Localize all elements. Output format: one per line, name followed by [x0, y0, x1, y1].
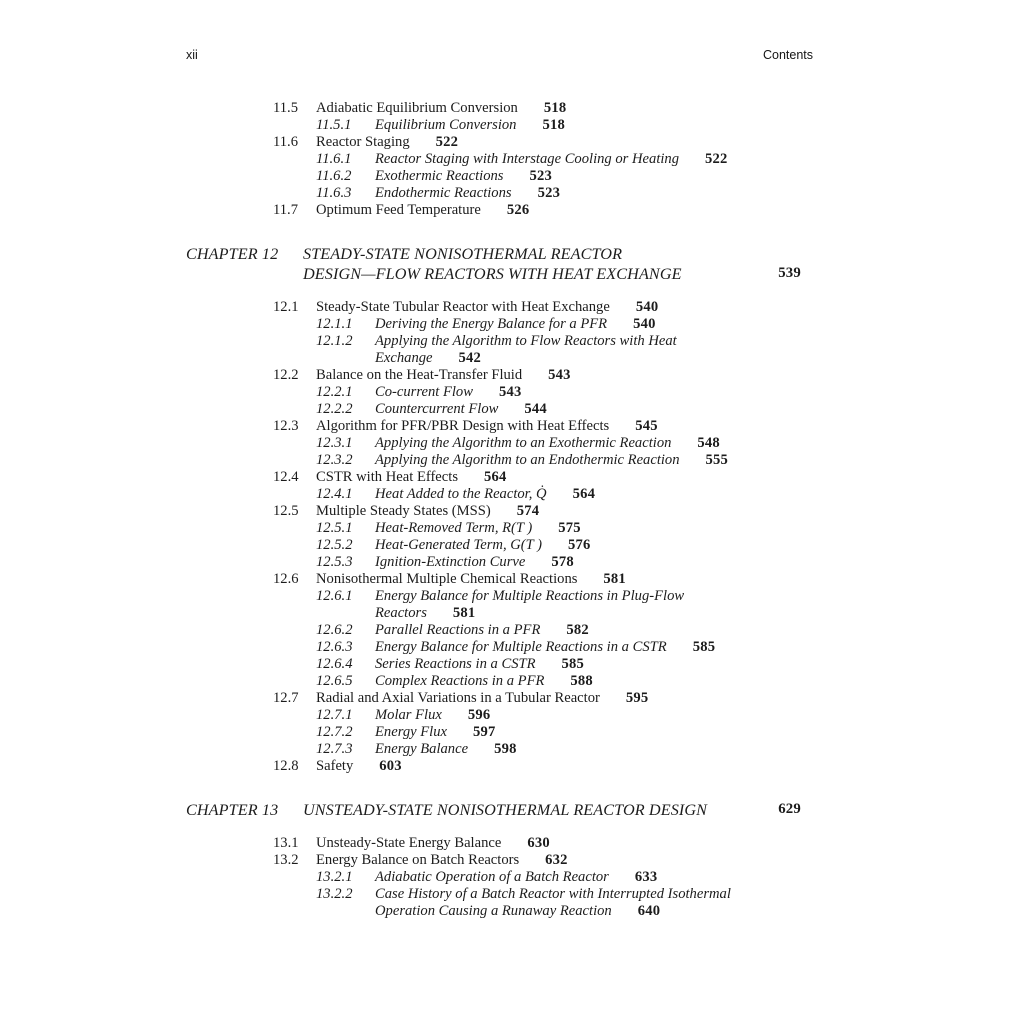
page-number: 543: [548, 367, 571, 383]
toc-entry-row: [316, 554, 813, 571]
section-number: 12.5.3: [316, 554, 353, 570]
section-title: [316, 758, 813, 775]
section-title-line: [316, 367, 813, 384]
section-title: [375, 486, 813, 503]
section-title-line: [375, 151, 813, 168]
toc-entry-row: [316, 639, 813, 656]
section-title: [375, 185, 813, 202]
page-number: 555: [705, 452, 729, 468]
page-number: 523: [537, 185, 561, 201]
section-number: 12.2: [273, 367, 299, 383]
page-number: 585: [561, 656, 585, 672]
section-title-text: Complex Reactions in a PFR: [375, 673, 545, 689]
section-number: 12.3: [273, 418, 299, 434]
section-title-line: [316, 299, 813, 316]
toc-section: [273, 299, 813, 775]
page-number: 630: [527, 835, 550, 851]
section-title-line: [375, 333, 813, 350]
toc-section: [273, 100, 813, 219]
section-title-text: Multiple Steady States (MSS): [316, 503, 491, 519]
toc-entry-row: [273, 835, 813, 852]
toc-entry-row: [316, 185, 813, 202]
section-title-text: Energy Balance: [375, 741, 469, 757]
section-title-text: Energy Balance on Batch Reactors: [316, 852, 520, 868]
chapter-title-line: DESIGN—FLOW REACTORS WITH HEAT EXCHANGE: [303, 265, 682, 283]
section-title-text: Steady-State Tubular Reactor with Heat Exchange: [316, 299, 610, 315]
section-number: 12.1.2: [316, 333, 353, 349]
section-number: 12.5.1: [316, 520, 353, 536]
page-number: 518: [543, 100, 567, 116]
page-number: 581: [452, 605, 476, 621]
section-title-text: Algorithm for PFR/PBR Design with Heat Effects: [316, 418, 610, 434]
chapter-label: CHAPTER 12: [186, 245, 279, 263]
section-number: 12.1.1: [316, 316, 353, 332]
section-title-text: Applying the Algorithm to an Exothermic Reaction: [375, 435, 672, 451]
section-title: [375, 117, 813, 134]
section-title: [316, 100, 813, 117]
section-title: [375, 401, 813, 418]
toc-entry-row: [273, 367, 813, 384]
section-title-line: [316, 100, 813, 117]
section-title-text: Energy Flux: [375, 724, 447, 740]
header-page-label: xii: [186, 48, 198, 62]
section-title: [316, 418, 813, 435]
section-title: [375, 707, 813, 724]
toc-entry-row: [316, 622, 813, 639]
section-title-text: Reactor Staging: [316, 134, 410, 150]
section-title-text: Series Reactions in a CSTR: [375, 656, 536, 672]
page-number: 588: [570, 673, 593, 689]
section-number: 12.5.2: [316, 537, 353, 553]
section-title-line: [375, 886, 813, 903]
section-title-text: Countercurrent Flow: [375, 401, 499, 417]
section-number: 12.4: [273, 469, 299, 485]
toc-entry-row: [316, 724, 813, 741]
section-title-line: [375, 622, 813, 639]
page-number: 544: [524, 401, 547, 417]
section-title: [375, 554, 813, 571]
page-number: 543: [498, 384, 522, 400]
toc-entry-row: [316, 168, 813, 185]
section-title-text: Co-current Flow: [375, 384, 473, 400]
section-title-line: [375, 384, 813, 401]
toc-entry-row: [273, 758, 813, 775]
section-number: 11.6.1: [316, 151, 352, 167]
toc-entry-row: [273, 134, 813, 151]
toc-entry-row: [273, 852, 813, 869]
section-title: [375, 168, 813, 185]
toc-entry-row: [273, 202, 813, 219]
toc-entry-row: [316, 401, 813, 418]
section-number: 12.6.1: [316, 588, 353, 604]
toc-entry-row: [273, 299, 813, 316]
section-title: [375, 741, 813, 758]
section-title: [316, 367, 813, 384]
section-title: [375, 588, 813, 622]
toc-entry-row: [316, 333, 813, 367]
section-title: [375, 520, 813, 537]
section-title-line: [375, 435, 813, 452]
toc-entry-row: [273, 418, 813, 435]
section-number: 12.2.1: [316, 384, 353, 400]
section-number: 11.6.2: [316, 168, 352, 184]
section-title: [375, 869, 813, 886]
section-title-line: [375, 639, 813, 656]
section-number: 11.6.3: [316, 185, 352, 201]
section-title: [375, 537, 813, 554]
section-title-line: [375, 486, 813, 503]
section-title-line: [316, 571, 813, 588]
section-title-text: Energy Balance for Multiple Reactions in a CSTR: [375, 639, 667, 655]
section-title: [375, 151, 813, 168]
toc-entry-row: [316, 316, 813, 333]
toc-entry-row: [273, 503, 813, 520]
section-title-line: [316, 134, 813, 151]
section-title-line: [375, 520, 813, 537]
section-title: [316, 835, 813, 852]
chapter-title: [303, 244, 813, 284]
page-number: 597: [473, 724, 496, 740]
page-number: 540: [633, 316, 656, 332]
section-number: 11.7: [273, 202, 298, 218]
chapter-page-number: 539: [778, 265, 801, 281]
section-title-text: Heat Added to the Reactor, Q̇: [375, 486, 547, 502]
section-title-line: [316, 758, 813, 775]
section-title-line: [316, 835, 813, 852]
section-title: [316, 690, 813, 707]
page-number: 598: [494, 741, 517, 757]
section-title: [316, 299, 813, 316]
section-title: [375, 316, 813, 333]
section-number: 11.6: [273, 134, 298, 150]
section-title: [375, 333, 813, 367]
section-number: 12.6.2: [316, 622, 353, 638]
toc-entry-row: [316, 588, 813, 622]
page-number: 633: [634, 869, 658, 885]
section-title-line: [375, 185, 813, 202]
section-title-text: Heat-Removed Term, R(T ): [375, 520, 533, 536]
chapter-label: CHAPTER 13: [186, 801, 279, 819]
section-title-line: [316, 503, 813, 520]
chapter-title: [303, 800, 813, 820]
page-number: 523: [529, 168, 552, 184]
section-title-text: Exchange: [375, 350, 433, 366]
page-number: 576: [568, 537, 591, 553]
page-number: 578: [551, 554, 574, 570]
section-title-text: Exothermic Reactions: [375, 168, 504, 184]
section-title: [375, 639, 813, 656]
chapter-page-number: 629: [778, 801, 801, 817]
section-number: 12.2.2: [316, 401, 353, 417]
section-number: 12.1: [273, 299, 299, 315]
chapter-title-line: STEADY-STATE NONISOTHERMAL REACTOR: [303, 245, 623, 263]
section-title-text: Balance on the Heat-Transfer Fluid: [316, 367, 523, 383]
toc-entry-row: [316, 486, 813, 503]
page-number: 522: [435, 134, 459, 150]
section-title: [316, 571, 813, 588]
toc-entry-row: [316, 673, 813, 690]
section-title-line: [375, 605, 813, 622]
section-number: 12.5: [273, 503, 299, 519]
toc-entry-row: [316, 520, 813, 537]
section-title-text: Operation Causing a Runaway Reaction: [375, 903, 612, 919]
section-title-text: Nonisothermal Multiple Chemical Reactions: [316, 571, 578, 587]
section-title-line: [375, 656, 813, 673]
section-title-line: [375, 117, 813, 134]
section-title-text: Parallel Reactions in a PFR: [375, 622, 541, 638]
page-number: 518: [542, 117, 565, 133]
chapter-title-line: UNSTEADY-STATE NONISOTHERMAL REACTOR DESIGN: [303, 801, 708, 819]
section-title-line: [375, 869, 813, 886]
section-title-text: Adiabatic Operation of a Batch Reactor: [375, 869, 609, 885]
section-title-text: Endothermic Reactions: [375, 185, 512, 201]
section-number: 12.3.2: [316, 452, 353, 468]
chapter-heading: [186, 244, 813, 284]
section-title-line: [375, 903, 813, 920]
page-number: 595: [625, 690, 649, 706]
section-title-line: [375, 673, 813, 690]
section-title-text: Case History of a Batch Reactor with Interrupted Isothermal: [375, 886, 731, 902]
section-title: [375, 384, 813, 401]
section-title-line: [375, 316, 813, 333]
section-title-text: Safety: [316, 758, 354, 774]
section-number: 11.5: [273, 100, 298, 116]
section-title-line: [316, 202, 813, 219]
chapter-heading: [186, 800, 813, 820]
page-number: 564: [484, 469, 507, 485]
page-number: 603: [379, 758, 402, 774]
section-number: 12.8: [273, 758, 299, 774]
toc-entry-row: [316, 741, 813, 758]
section-title-line: [375, 350, 813, 367]
section-title: [375, 673, 813, 690]
toc-entry-row: [316, 869, 813, 886]
page-number: 548: [697, 435, 720, 451]
toc-entry-row: [273, 469, 813, 486]
page-number: 575: [558, 520, 581, 536]
section-number: 12.6: [273, 571, 299, 587]
toc-entry-row: [316, 707, 813, 724]
section-title-line: [375, 588, 813, 605]
section-title-text: Applying the Algorithm to Flow Reactors with Heat: [375, 333, 677, 349]
toc-entry-row: [273, 690, 813, 707]
page-number: 640: [637, 903, 661, 919]
section-number: 13.2.1: [316, 869, 353, 885]
section-title: [375, 435, 813, 452]
section-title-text: Deriving the Energy Balance for a PFR: [375, 316, 608, 332]
section-title: [316, 469, 813, 486]
section-title-text: CSTR with Heat Effects: [316, 469, 458, 485]
page-number: 585: [692, 639, 716, 655]
section-number: 12.7: [273, 690, 299, 706]
page-number: 542: [458, 350, 482, 366]
section-title-text: Ignition-Extinction Curve: [375, 554, 526, 570]
toc-entry-row: [316, 117, 813, 134]
section-title-text: Optimum Feed Temperature: [316, 202, 481, 218]
toc-entry-row: [316, 537, 813, 554]
toc-entry-row: [316, 384, 813, 401]
section-title-text: Unsteady-State Energy Balance: [316, 835, 502, 851]
section-title: [375, 656, 813, 673]
section-title: [375, 622, 813, 639]
section-title-line: [316, 469, 813, 486]
section-title-line: [316, 418, 813, 435]
section-number: 12.3.1: [316, 435, 353, 451]
section-title-text: Applying the Algorithm to an Endothermic Reaction: [375, 452, 680, 468]
toc-entry-row: [316, 656, 813, 673]
section-title-line: [375, 707, 813, 724]
section-number: 12.6.3: [316, 639, 353, 655]
section-number: 11.5.1: [316, 117, 352, 133]
section-title-text: Adiabatic Equilibrium Conversion: [316, 100, 518, 116]
page-number: 581: [603, 571, 626, 587]
page-number: 582: [566, 622, 589, 638]
page-number: 526: [506, 202, 530, 218]
section-number: 12.7.1: [316, 707, 353, 723]
section-title-line: [316, 690, 813, 707]
section-number: 12.6.4: [316, 656, 353, 672]
section-title: [316, 852, 813, 869]
section-title-line: [375, 741, 813, 758]
toc-entry-row: [316, 452, 813, 469]
section-title-line: [375, 537, 813, 554]
section-number: 12.4.1: [316, 486, 353, 502]
section-title-text: Molar Flux: [375, 707, 442, 723]
page-number: 540: [635, 299, 659, 315]
page-number: 545: [635, 418, 658, 434]
toc-entry-row: [273, 571, 813, 588]
section-title-line: [375, 554, 813, 571]
section-title-line: [375, 401, 813, 418]
section-title-line: [316, 852, 813, 869]
header-title: Contents: [762, 48, 813, 62]
toc-section: [273, 835, 813, 920]
section-title-line: [375, 724, 813, 741]
section-title: [375, 724, 813, 741]
toc-entry-row: [316, 435, 813, 452]
section-title-text: Radial and Axial Variations in a Tubular Reactor: [316, 690, 600, 706]
section-title-line: [375, 452, 813, 469]
section-number: 13.1: [273, 835, 299, 851]
section-title-text: Reactor Staging with Interstage Cooling or Heating: [375, 151, 680, 167]
toc-blocks: [186, 100, 813, 920]
section-title: [316, 202, 813, 219]
running-head: [186, 48, 813, 63]
page-number: 522: [705, 151, 728, 167]
page-number: 574: [516, 503, 540, 519]
section-number: 13.2: [273, 852, 299, 868]
section-number: 13.2.2: [316, 886, 353, 902]
section-title: [375, 452, 813, 469]
section-title-text: Equilibrium Conversion: [375, 117, 517, 133]
section-title-text: Heat-Generated Term, G(T ): [375, 537, 543, 553]
page-number: 564: [572, 486, 596, 502]
section-title-text: Reactors: [375, 605, 427, 621]
section-title: [316, 503, 813, 520]
section-number: 12.6.5: [316, 673, 353, 689]
section-number: 12.7.3: [316, 741, 353, 757]
section-title: [375, 886, 813, 920]
section-title-line: [375, 168, 813, 185]
toc-entry-row: [316, 886, 813, 920]
toc-entry-row: [273, 100, 813, 117]
page-number: 596: [467, 707, 491, 723]
page-number: 632: [545, 852, 568, 868]
section-title-text: Energy Balance for Multiple Reactions in Plug-Flow: [375, 588, 685, 604]
section-number: 12.7.2: [316, 724, 353, 740]
section-title: [316, 134, 813, 151]
toc-entry-row: [316, 151, 813, 168]
